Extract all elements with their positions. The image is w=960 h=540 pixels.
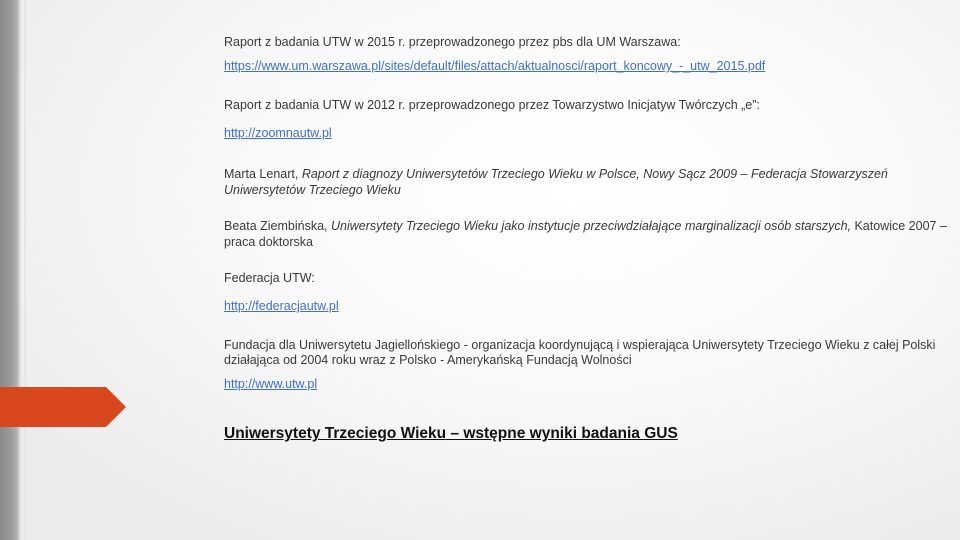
entry-5-link[interactable]: http://federacjautw.pl [224, 299, 339, 313]
entry-2-text: Raport z badania UTW w 2012 r. przeprowadzonego przez Towarzystwo Inicjatyw Twórczych „e”: [224, 98, 760, 112]
entry-4-place-year: Katowice 2007 – [851, 219, 947, 233]
entry-3-line-1 [224, 166, 888, 182]
entry-3-line-2: Uniwersytetów Trzeciego Wieku [224, 183, 401, 197]
entry-2-link[interactable]: http://zoomnautw.pl [224, 126, 332, 140]
entry-6-link[interactable]: http://www.utw.pl [224, 377, 318, 391]
entry-5-text: Federacja UTW: [224, 271, 315, 285]
entry-3-title: Raport z diagnozy Uniwersytetów Trzeciego Wieku w Polsce, Nowy Sącz 2009 – Federacja Stowarzyszeń [301, 167, 888, 181]
entry-6-line-1: Fundacja dla Uniwersytetu Jagiellońskiego - organizacja koordynującą i wspierająca Uniwersytety Trzeciego Wieku z całej Polski [224, 338, 936, 352]
entry-4-line-1 [224, 218, 947, 234]
entry-6-line-2: działająca od 2004 roku wraz z Polsko - Amerykańską Fundacją Wolności [224, 353, 632, 367]
entry-1-link[interactable]: https://www.um.warszawa.pl/sites/default/files/attach/aktualnosci/raport_koncowy_-_utw_2015.pdf [224, 59, 766, 73]
entry-3-author: Marta Lenart, [224, 167, 302, 181]
side-decoration-bar [0, 0, 18, 540]
entry-1-text: Raport z badania UTW w 2015 r. przeprowadzonego przez pbs dla UM Warszawa: [224, 35, 681, 49]
side-decoration-stripe [18, 0, 21, 540]
entry-4-title: Uniwersytety Trzeciego Wieku jako instytucje przeciwdziałające marginalizacji osób starszych, [331, 219, 851, 233]
entry-4-author: Beata Ziembińska, [224, 219, 331, 233]
orange-arrow-tab [0, 387, 126, 427]
entry-4-line-2: praca doktorska [224, 235, 313, 249]
side-decoration-stripe-thin [24, 0, 26, 540]
section-heading: Uniwersytety Trzeciego Wieku – wstępne wyniki badania GUS [224, 425, 678, 442]
